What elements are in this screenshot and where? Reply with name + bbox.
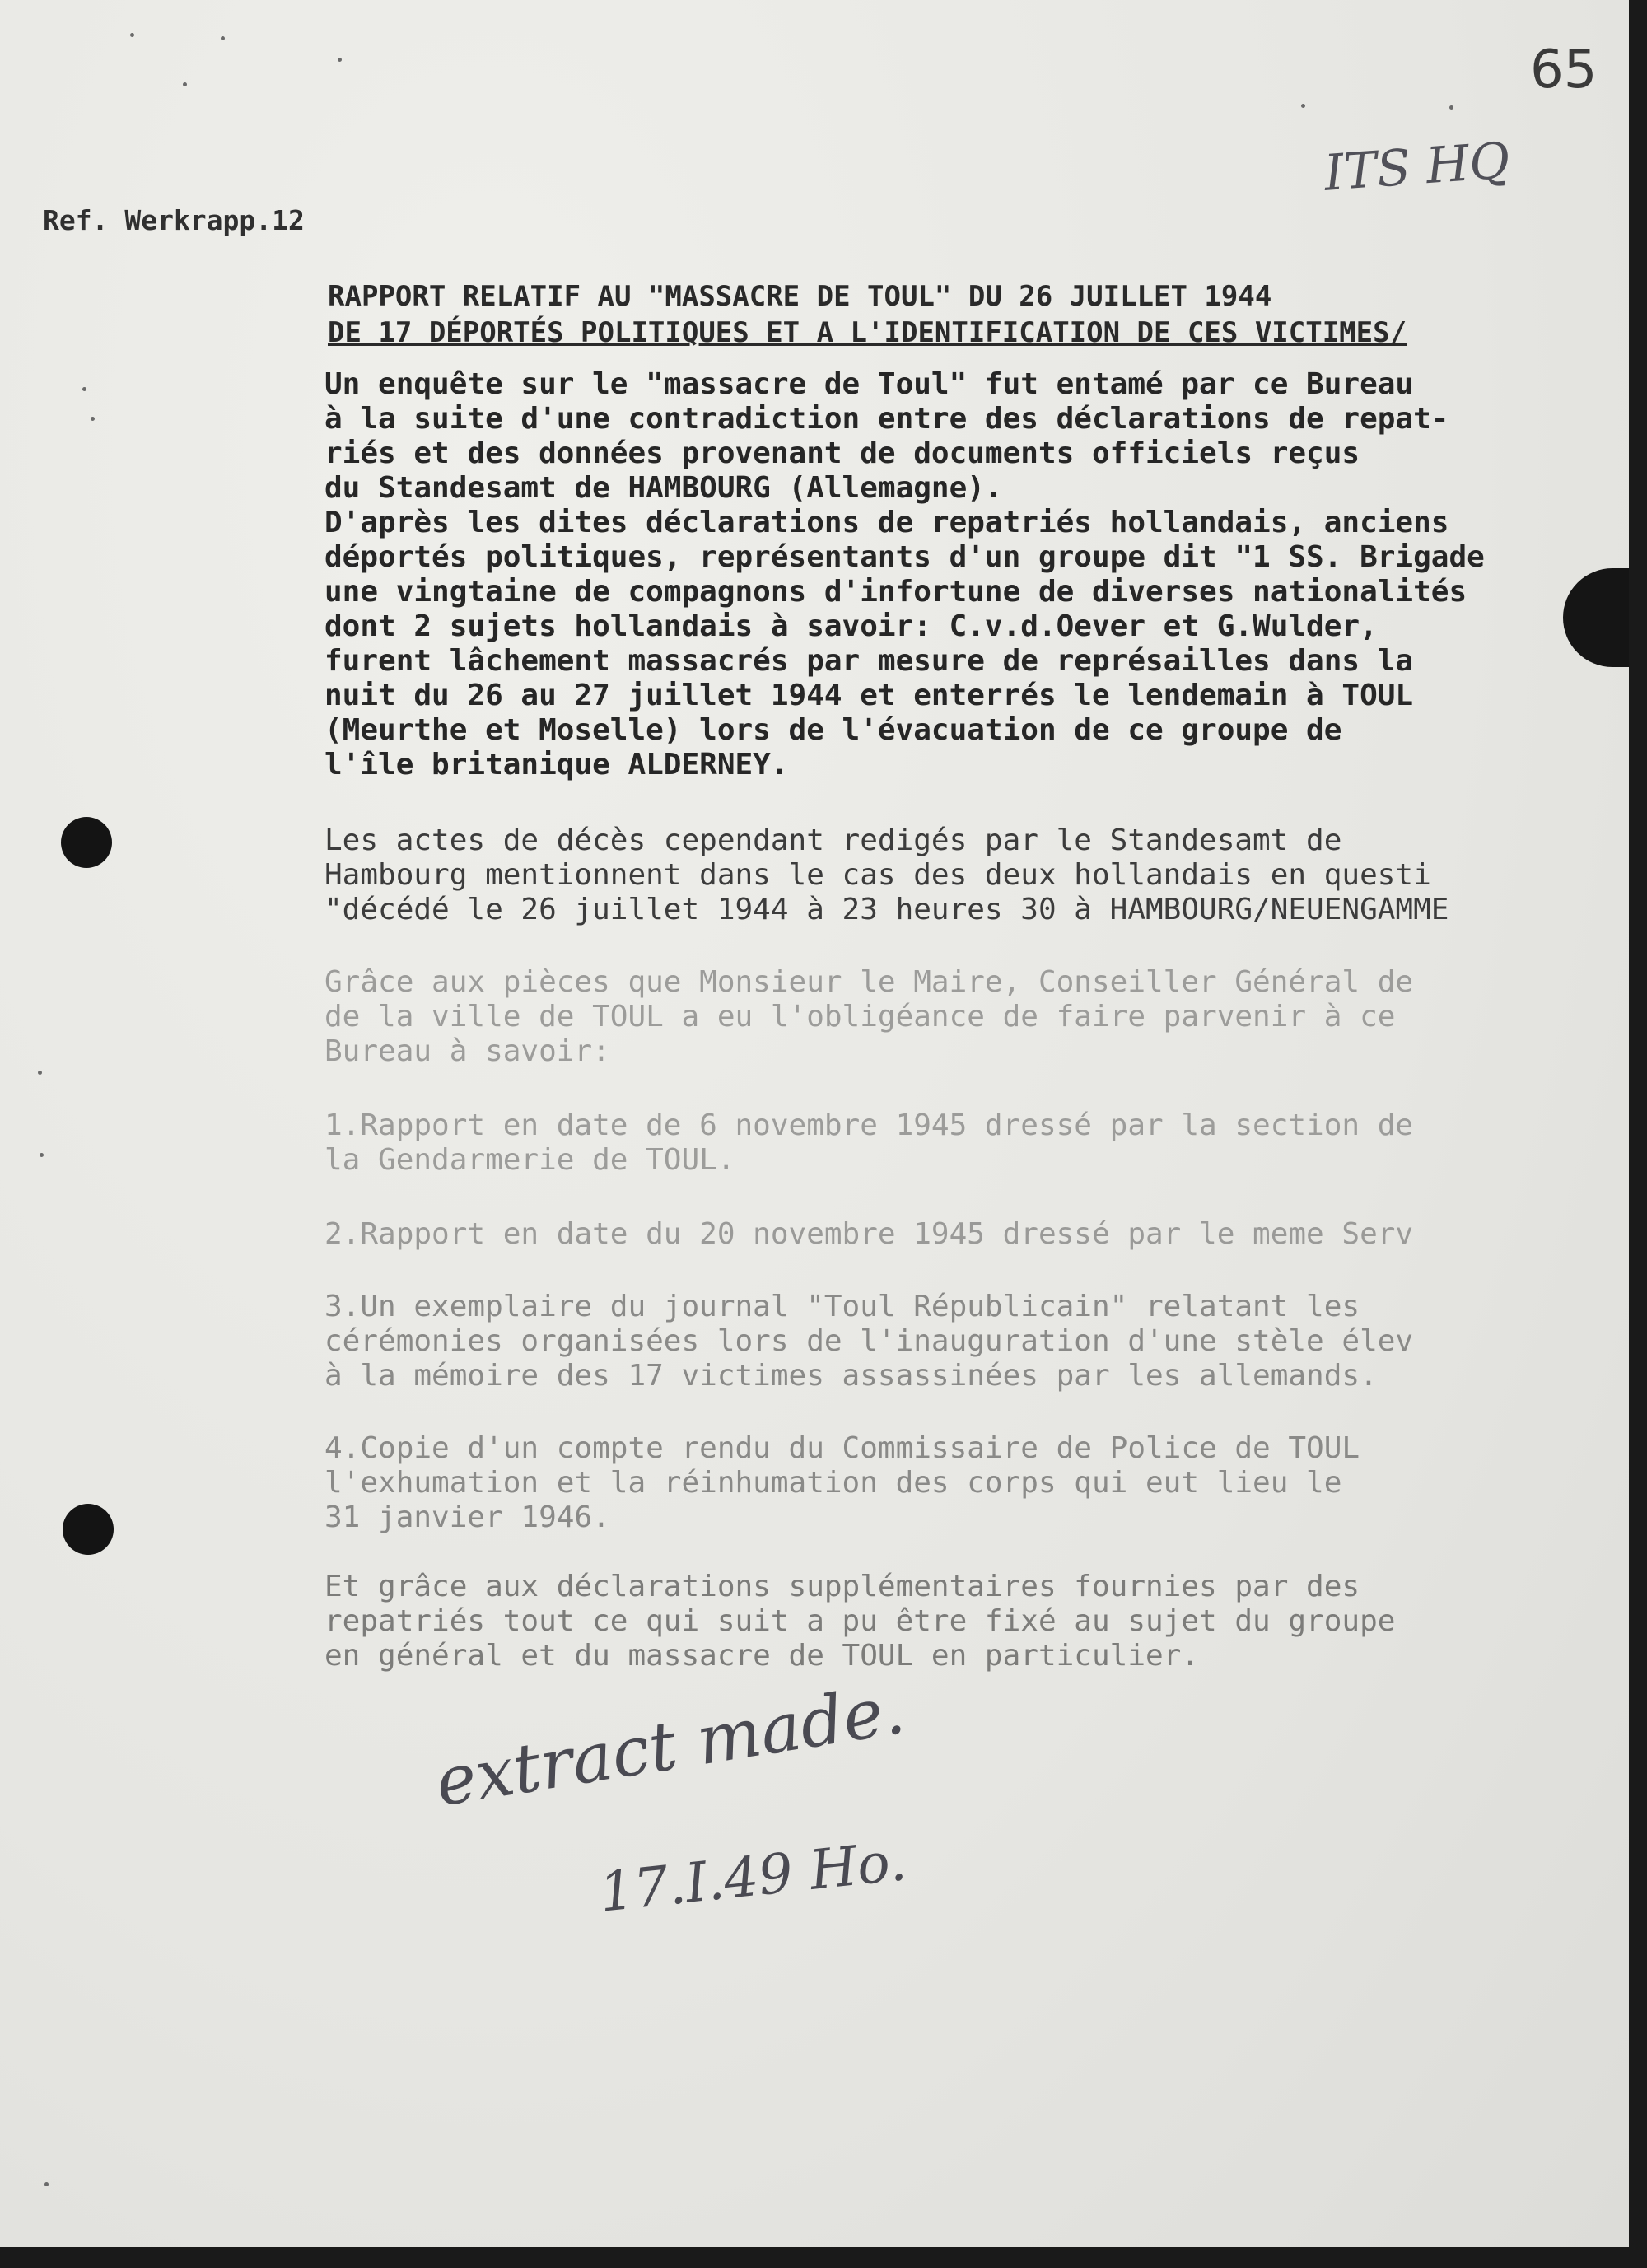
paragraph-documents-intro: Grâce aux pièces que Monsieur le Maire, Conseiller Général de de la ville de TOUL a eu l'obligéance de faire parvenir à ce Bureau à savoir: [324, 965, 1414, 1068]
report-title-line-1: RAPPORT RELATIF AU "MASSACRE DE TOUL" DU 26 JUILLET 1944 [328, 280, 1272, 313]
list-item: 4.Copie d'un compte rendu du Commissaire de Police de TOUL l'exhumation et la réinhumation des corps qui eut lieu le 31 janvier 1946. [324, 1431, 1360, 1534]
speck [338, 58, 342, 62]
list-item: 2.Rapport en date du 20 novembre 1945 dressé par le meme Serv [324, 1217, 1414, 1251]
speck [183, 82, 187, 86]
speck [44, 2182, 49, 2186]
paragraph-conclusion: Et grâce aux déclarations supplémentaires fournies par des repatriés tout ce qui suit a pu être fixé au sujet du groupe en général et du massacre de TOUL en particulier. [324, 1570, 1396, 1673]
punch-hole-upper [61, 817, 112, 868]
paper-tear [1563, 568, 1629, 667]
speck [38, 1071, 42, 1075]
speck [40, 1153, 44, 1157]
handwritten-note-extract: extract made. [430, 1670, 910, 1822]
list-item: 1.Rapport en date de 6 novembre 1945 dressé par la section de la Gendarmerie de TOUL. [324, 1108, 1414, 1177]
handwritten-annotation-top: ITS HQ [1322, 132, 1512, 203]
speck [221, 36, 225, 40]
paragraph-death-certificates: Les actes de décès cependant redigés par le Standesamt de Hambourg mentionnent dans le cas des deux hollandais en questi "décédé le 26 juillet 1944 à 23 heures 30 à HAMBOURG/NEUENGAMME [324, 824, 1449, 926]
speck [130, 33, 134, 37]
paragraph-investigation: Un enquête sur le "massacre de Toul" fut entamé par ce Bureau à la suite d'une contradiction entre des déclarations de repat- riés et des données provenant de documents officiels reçus du Standesamt de HAMBOURG (Allemagne). D'après les dites déclarations de repatriés hollandais, anciens déportés politiques, représentants d'un groupe dit "1 SS. Brigade une vingtaine de compagnons d'infortune de diverses nationalités dont 2 sujets hollandais à savoir: C.v.d.Oever et G.Wulder, furent lâchement massacrés par mesure de représailles dans la nuit du 26 au 27 juillet 1944 et enterrés le lendemain à TOUL (Meurthe et Moselle) lors de l'évacuation de ce groupe de l'île britanique ALDERNEY. [324, 367, 1485, 782]
punch-hole-lower [63, 1504, 114, 1555]
speck [91, 417, 95, 421]
page-number: 65 [1530, 40, 1598, 100]
speck [1449, 105, 1453, 110]
report-title-line-2: DE 17 DÉPORTÉS POLITIQUES ET A L'IDENTIFICATION DE CES VICTIMES/ [328, 316, 1407, 349]
reference-line: Ref. Werkrapp.12 [43, 204, 305, 236]
list-item: 3.Un exemplaire du journal "Toul Républicain" relatant les cérémonies organisées lors de l'inauguration d'une stèle élev à la mémoire des 17 victimes assassinées par les allemands. [324, 1290, 1414, 1393]
handwritten-note-date: 17.I.49 Ho. [595, 1829, 910, 1925]
speck [1301, 104, 1305, 108]
speck [82, 387, 86, 391]
